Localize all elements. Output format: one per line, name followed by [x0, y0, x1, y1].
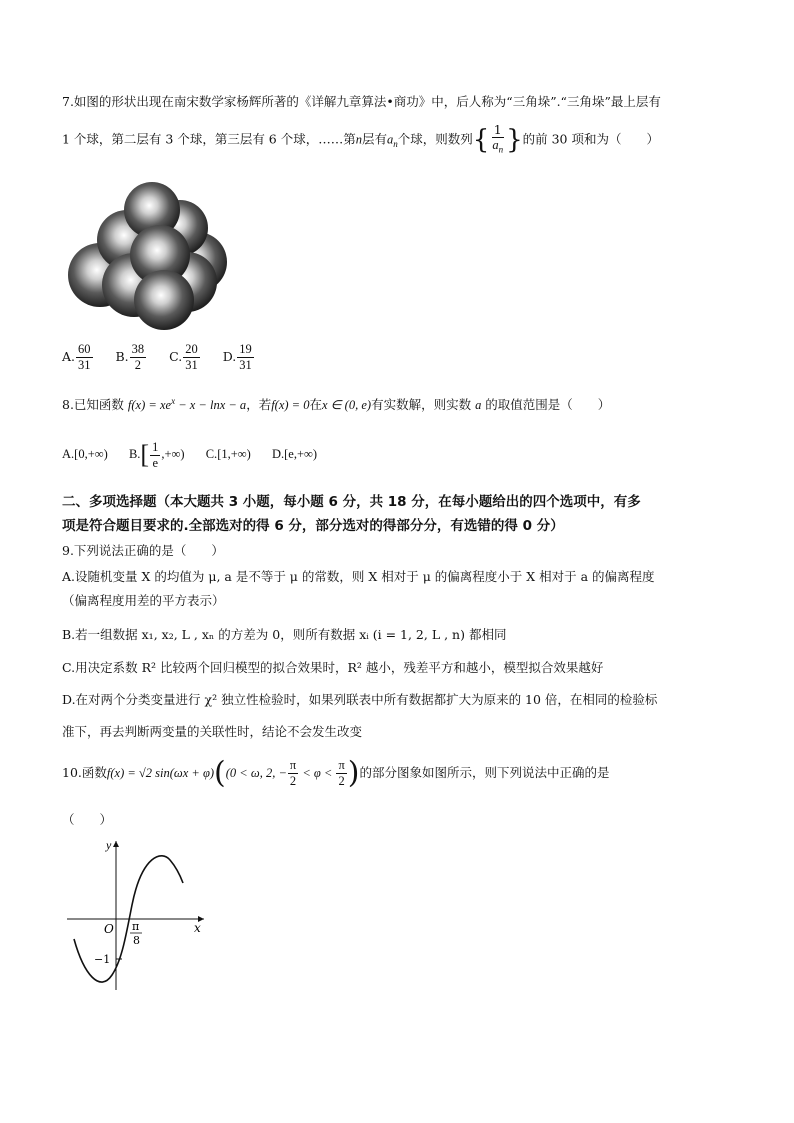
q7-option-d[interactable]: D. $\frac{19}{31}$ — [222, 342, 252, 372]
q7-text-b: 层有 — [361, 131, 387, 147]
q9-stem: 9.下列说法正确的是（ ） — [62, 543, 224, 558]
q9-option-a-line1[interactable]: A.设随机变量 X 的均值为 μ, a 是不等于 μ 的常数，则 X 相对于 μ 的偏离程度小于 X 相对于 a 的偏离程度 — [62, 569, 655, 584]
q9-option-d-line1[interactable]: D.在对两个分类变量进行 χ² 独立性检验时，如果列联表中所有数据都扩大为原来的 10 倍，在相同的检验标 — [62, 692, 658, 707]
q8-option-c[interactable]: C.[1,+∞) — [205, 447, 251, 462]
q9-option-b[interactable]: B.若一组数据 x₁, x₂, L , xₙ 的方差为 0，则所有数据 xᵢ (i = 1, 2, L , n) 都相同 — [62, 627, 507, 642]
q7-sub-n: n — [393, 138, 398, 149]
q7-stem-line2 — [62, 122, 659, 158]
origin-label: O — [104, 922, 114, 936]
tick-pi: π — [132, 920, 140, 933]
section2-heading-line1: 二、多项选择题（本大题共 3 小题，每小题 6 分，共 18 分，在每小题给出的四个选项中，有多 — [62, 494, 641, 510]
q7-left-brace: { — [472, 124, 490, 155]
q10-condition: (0 < ω, 2, − — [225, 766, 287, 780]
q9-option-c[interactable]: C.用决定系数 R² 比较两个回归模型的拟合效果时，R² 越小，残差平方和越小，模型拟合效果越好 — [62, 660, 604, 675]
q10-function: f(x) = √2 sin(ωx + φ) — [106, 766, 215, 780]
q8-option-a[interactable]: A.[0,+∞) — [62, 447, 108, 462]
q7-var-a: a — [387, 132, 394, 147]
triangular-pile-figure — [62, 180, 237, 332]
q7-sequence-frac — [490, 122, 505, 158]
q7-option-c[interactable]: C. $\frac{20}{31}$ — [169, 342, 198, 372]
q10-stem: 10.函数f(x) = √2 sin(ωx + φ)((0 < ω, 2, − $\frac{\pi}{2}$ < φ < $\frac{\pi}{2}$ )的部分图象如图所示，则下列说法中正确的是 — [62, 755, 610, 791]
q8-domain: x ∈ (0, e) — [322, 398, 372, 412]
q10-answer-paren: （ ） — [62, 812, 113, 827]
q7-options — [62, 342, 273, 373]
q9-option-d-line2: 准下，再去判断两变量的关联性时，结论不会发生改变 — [62, 724, 363, 739]
q8-condition: f(x) = 0 — [271, 398, 310, 412]
ball — [134, 270, 194, 330]
y-axis-label: y — [106, 838, 112, 852]
tick-eight: 8 — [133, 934, 140, 947]
section2-heading-line2: 项是符合题目要求的.全部选对的得 6 分，部分选对的得部分分，有选错的得 0 分） — [62, 518, 564, 534]
q8-option-b[interactable]: B.[ $\frac{1}{e}$ ,+∞) — [128, 440, 185, 470]
q8-stem: 8.已知函数 $f(x) = xe^x - x - \ln x - a$，若f(x) = 0在x ∈ (0, e)有实数解，则实数 a 的取值范围是（ ） — [62, 395, 611, 412]
q7-right-brace: } — [506, 124, 523, 155]
q7-stem-line1: 7.如图的形状出现在南宋数学家杨辉所著的《详解九章算法•商功》中，后人称为“三角垛”.“三角垛”最上层有 — [62, 94, 661, 109]
q9-option-a-line2: （偏离程度用差的平方表示） — [62, 593, 225, 608]
q7-var-n: n — [355, 132, 362, 147]
q7-text-c: 个球，则数列 — [397, 131, 473, 147]
q8-options — [62, 440, 335, 471]
y-tick-label: −1 — [94, 953, 111, 966]
q7-frac-den: $a_n$ — [492, 138, 504, 155]
q7-option-b[interactable]: B. $\frac{38}{2}$ — [115, 342, 145, 372]
q7-text-a: 1 个球，第二层有 3 个球，第三层有 6 个球，……第 — [62, 131, 356, 147]
ball-layers — [68, 182, 227, 330]
x-axis-label: x — [194, 921, 201, 935]
q8-function: $f(x) = xe^x - x - \ln x - a$ — [127, 395, 247, 412]
q7-frac-num: 1 — [493, 122, 502, 137]
q10-sine-graph — [62, 835, 212, 995]
q7-option-a[interactable]: A. $\frac{60}{31}$ — [62, 342, 91, 372]
q8-option-d[interactable]: D.[e,+∞) — [271, 447, 318, 462]
q7-text-d: 的前 30 项和为（ ） — [522, 131, 659, 147]
